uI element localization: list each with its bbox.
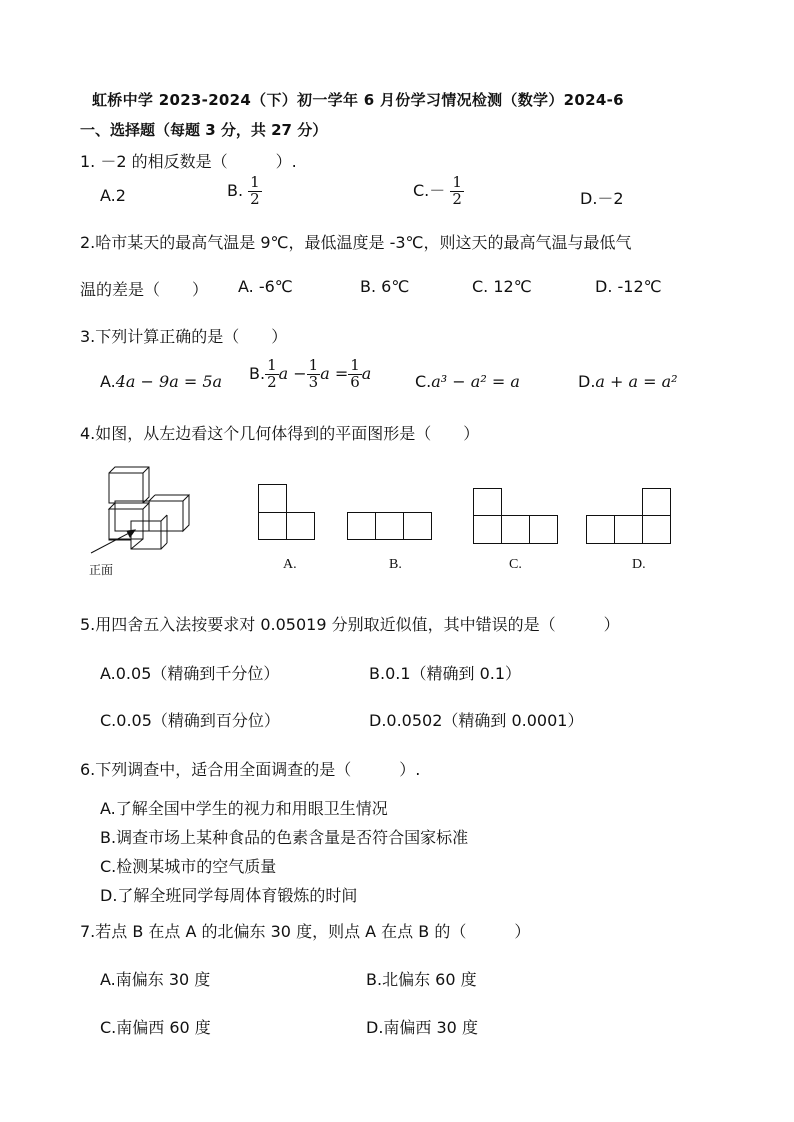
- q5-stem: 5.用四舍五入法按要求对 0.05019 分别取近似值，其中错误的是（ ）: [80, 615, 620, 634]
- square: [376, 513, 404, 540]
- fraction-denominator: 2: [267, 372, 277, 391]
- q1-option-d: D.－2: [580, 189, 624, 208]
- q4-stem: 4.如图，从左边看这个几何体得到的平面图形是（ ）: [80, 424, 480, 443]
- square: [530, 516, 558, 544]
- q7-stem: 7.若点 B 在点 A 的北偏东 30 度，则点 A 在点 B 的（ ）: [80, 922, 531, 941]
- q6-option-b: B.调查市场上某种食品的色素含量是否符合国家标准: [100, 828, 469, 847]
- q3-option-c-prefix: C.: [415, 372, 432, 391]
- q1-stem: 1. －2 的相反数是（ ）.: [80, 152, 297, 171]
- fraction-denominator: 2: [452, 189, 462, 208]
- fraction-denominator: 3: [308, 372, 319, 391]
- q2-option-d: D. -12℃: [595, 277, 662, 296]
- q5-option-b: B.0.1（精确到 0.1）: [369, 664, 522, 683]
- square: [587, 516, 615, 544]
- q3-option-d-prefix: D.: [578, 372, 596, 391]
- q3-option-a-prefix: A.: [100, 372, 116, 391]
- fraction-denominator: 6: [350, 372, 360, 391]
- fraction-numerator: 1: [308, 356, 319, 374]
- page-title: 虹桥中学 2023-2024（下）初一学年 6 月份学习情况检测（数学）2024-6: [92, 91, 624, 109]
- q1-option-a: A.2: [100, 186, 126, 205]
- q5-option-c: C.0.05（精确到百分位）: [100, 711, 280, 730]
- q3-option-c: [415, 372, 520, 391]
- fraction-numerator: 1: [350, 356, 360, 374]
- cube-edge: [161, 515, 167, 521]
- q4-option-d-figure: [586, 488, 672, 545]
- q6-option-c: C.检测某城市的空气质量: [100, 857, 277, 876]
- cube-edge: [143, 467, 149, 473]
- q4-option-b-figure: [347, 512, 433, 542]
- square: [643, 489, 671, 516]
- q2-stem-line2: 温的差是（ ）: [80, 280, 209, 299]
- arrow-head: [127, 530, 135, 537]
- q3-option-a: [100, 372, 222, 391]
- q4-option-a-label: A.: [283, 557, 297, 572]
- square: [502, 516, 530, 544]
- q1-option-c-prefix: C.－: [413, 180, 446, 200]
- q1-option-c-fraction: [450, 175, 464, 208]
- q2-option-a: A. -6℃: [238, 277, 293, 296]
- q1-option-b-prefix: B.: [227, 180, 244, 200]
- q3-stem: 3.下列计算正确的是（ ）: [80, 327, 288, 346]
- fraction-denominator: 2: [250, 189, 260, 208]
- q3-b-term: a =: [320, 363, 349, 383]
- cube-edge: [161, 543, 167, 549]
- back-cube-side: [183, 495, 189, 531]
- q4-option-b-label: B.: [389, 557, 402, 572]
- square: [615, 516, 643, 544]
- q5-option-a: A.0.05（精确到千分位）: [100, 664, 280, 683]
- cube-edge: [149, 495, 155, 501]
- q4-option-a-figure: [258, 484, 318, 541]
- q1-option-c: [413, 175, 464, 208]
- square: [259, 513, 287, 540]
- q3-option-d-expression: a + a = a²: [595, 372, 678, 391]
- cube-edge: [131, 539, 143, 549]
- square: [259, 485, 287, 513]
- q3-b-term: a: [361, 363, 372, 383]
- q4-option-c-label: C.: [509, 557, 522, 572]
- q7-option-d: D.南偏西 30 度: [366, 1018, 478, 1037]
- square: [643, 516, 671, 544]
- fraction-numerator: 1: [250, 173, 260, 191]
- q7-option-a: A.南偏东 30 度: [100, 970, 211, 989]
- fraction-numerator: 1: [267, 356, 277, 374]
- q3-b-term: a −: [278, 363, 307, 383]
- back-cube: [115, 501, 149, 531]
- square: [287, 513, 315, 540]
- q4-option-d-label: D.: [632, 557, 646, 572]
- q6-option-a: A.了解全国中学生的视力和用眼卫生情况: [100, 799, 388, 818]
- q2-option-b: B. 6℃: [360, 277, 410, 296]
- q3-option-d: [578, 372, 678, 391]
- q3-b-fraction-2: [307, 358, 321, 391]
- q3-option-b: [249, 358, 371, 391]
- front-label: 正面: [89, 563, 114, 577]
- q3-option-a-expression: 4a − 9a = 5a: [115, 372, 223, 391]
- front-arrow: [91, 531, 133, 553]
- q6-stem: 6.下列调查中，适合用全面调查的是（ ）.: [80, 760, 421, 779]
- q3-option-b-prefix: B.: [249, 363, 266, 383]
- q3-b-fraction-1: [265, 358, 279, 391]
- square: [348, 513, 376, 540]
- cube-edge: [109, 539, 131, 540]
- q7-option-c: C.南偏西 60 度: [100, 1018, 211, 1037]
- q2-option-c: C. 12℃: [472, 277, 532, 296]
- square: [474, 489, 502, 516]
- q3-option-c-expression: a³ − a² = a: [431, 372, 520, 391]
- q7-option-b: B.北偏东 60 度: [366, 970, 477, 989]
- section-heading: 一、选择题（每题 3 分，共 27 分）: [80, 121, 328, 139]
- q5-option-d: D.0.0502（精确到 0.0001）: [369, 711, 584, 730]
- fraction-numerator: 1: [452, 173, 462, 191]
- square: [474, 516, 502, 544]
- q6-option-d: D.了解全班同学每周体育锻炼的时间: [100, 886, 358, 905]
- q1-option-b: [227, 175, 262, 208]
- q1-option-b-fraction: [248, 175, 262, 208]
- q2-stem-line1: 2.哈市某天的最高气温是 9℃，最低温度是 -3℃，则这天的最高气温与最低气: [80, 233, 632, 252]
- square: [404, 513, 432, 540]
- q4-option-c-figure: [473, 488, 559, 545]
- q3-b-fraction-3: [348, 358, 362, 391]
